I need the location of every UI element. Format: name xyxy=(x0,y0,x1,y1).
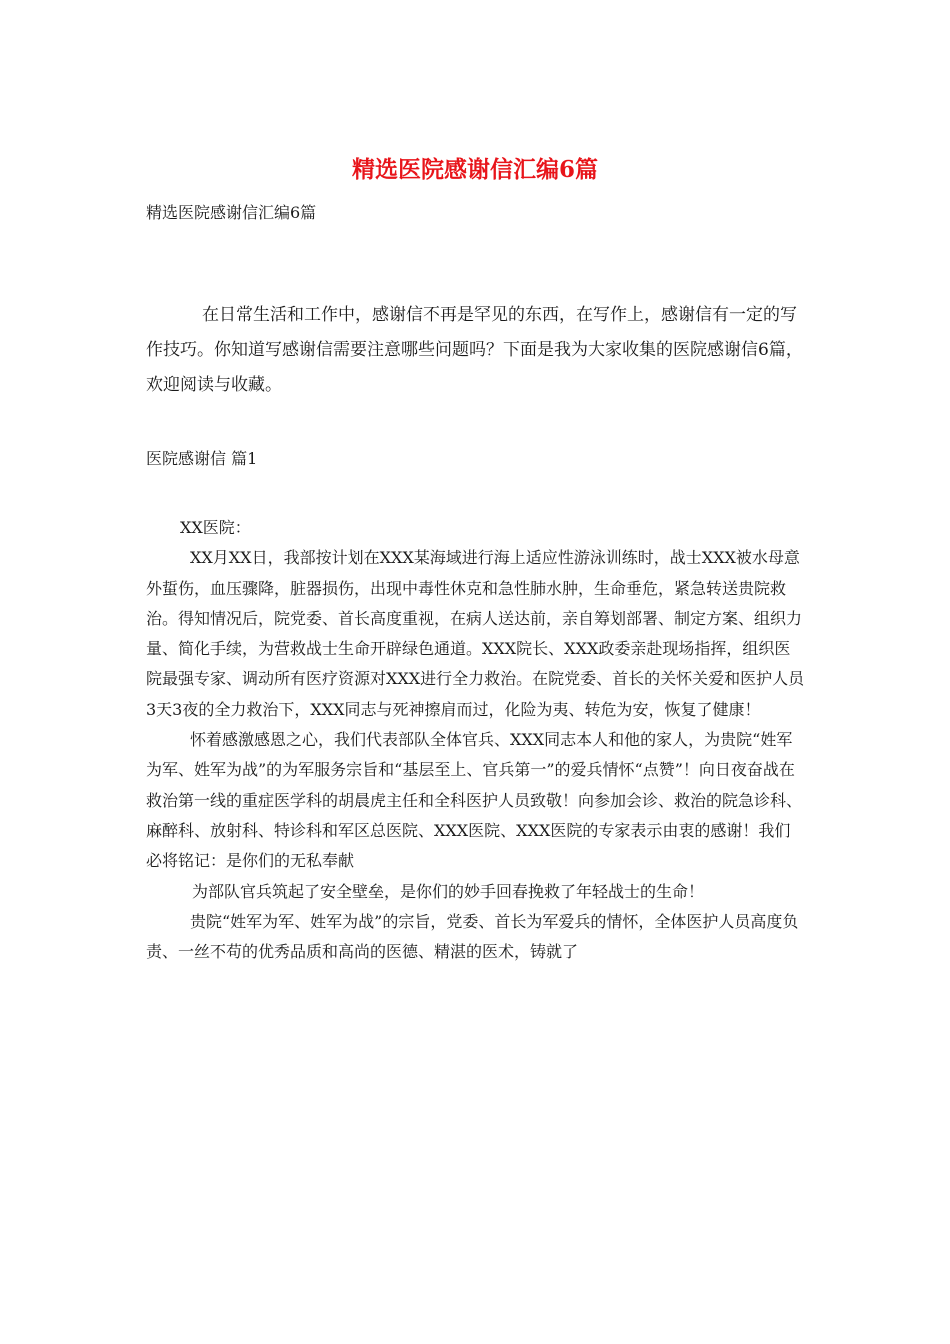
document-title: 精选医院感谢信汇编6篇 xyxy=(351,156,598,183)
letter-body xyxy=(146,513,806,967)
intro-paragraph: 在日常生活和工作中，感谢信不再是罕见的东西，在写作上，感谢信有一定的写作技巧。你知道写感谢信需要注意哪些问题吗？下面是我为大家收集的医院感谢信6篇，欢迎阅读与收藏。 xyxy=(146,305,803,395)
letter-paragraph: 为部队官兵筑起了安全壁垒，是你们的妙手回春挽救了年轻战士的生命！ xyxy=(192,881,705,901)
document-subtitle: 精选医院感谢信汇编6篇 xyxy=(146,203,317,222)
letter-salutation: XX医院： xyxy=(180,518,251,537)
letter-paragraph: 贵院“姓军为军、姓军为战”的宗旨，党委、首长为军爱兵的情怀，全体医护人员高度负责、一丝不苟的优秀品质和高尚的医德、精湛的医术，铸就了 xyxy=(146,911,799,962)
section-heading: 医院感谢信 篇1 xyxy=(146,449,258,468)
letter-paragraph: 怀着感激感恩之心，我们代表部队全体官兵、XXX同志本人和他的家人，为贵院“姓军为军、姓军为战”的为军服务宗旨和“基层至上、官兵第一”的爱兵情怀“点赞”！向日夜奋战在救治第一线的重症医学科的胡晨虎主任和全科医护人员致敬！向参加会诊、救治的院急诊科、麻醉科、放射科、特诊科和军区总医院、XXX医院、XXX医院的专家表示由衷的感谢！我们必将铭记：是你们的无私奉献 xyxy=(146,730,803,871)
letter-paragraph: XX月XX日，我部按计划在XXX某海域进行海上适应性游泳训练时，战士XXX被水母意外蜇伤，血压骤降，脏器损伤，出现中毒性休克和急性肺水肿，生命垂危，紧急转送贵院救治。得知情况后，院党委、首长高度重视，在病人送达前，亲自筹划部署、制定方案、组织力量、简化手续，为营救战士生命开辟绿色通道。XXX院长、XXX政委亲赴现场指挥，组织医院最强专家、调动所有医疗资源对XXX进行全力救治。在院党委、首长的关怀关爱和医护人员3天3夜的全力救治下，XXX同志与死神擦肩而过，化险为夷、转危为安，恢复了健康！ xyxy=(146,548,805,719)
